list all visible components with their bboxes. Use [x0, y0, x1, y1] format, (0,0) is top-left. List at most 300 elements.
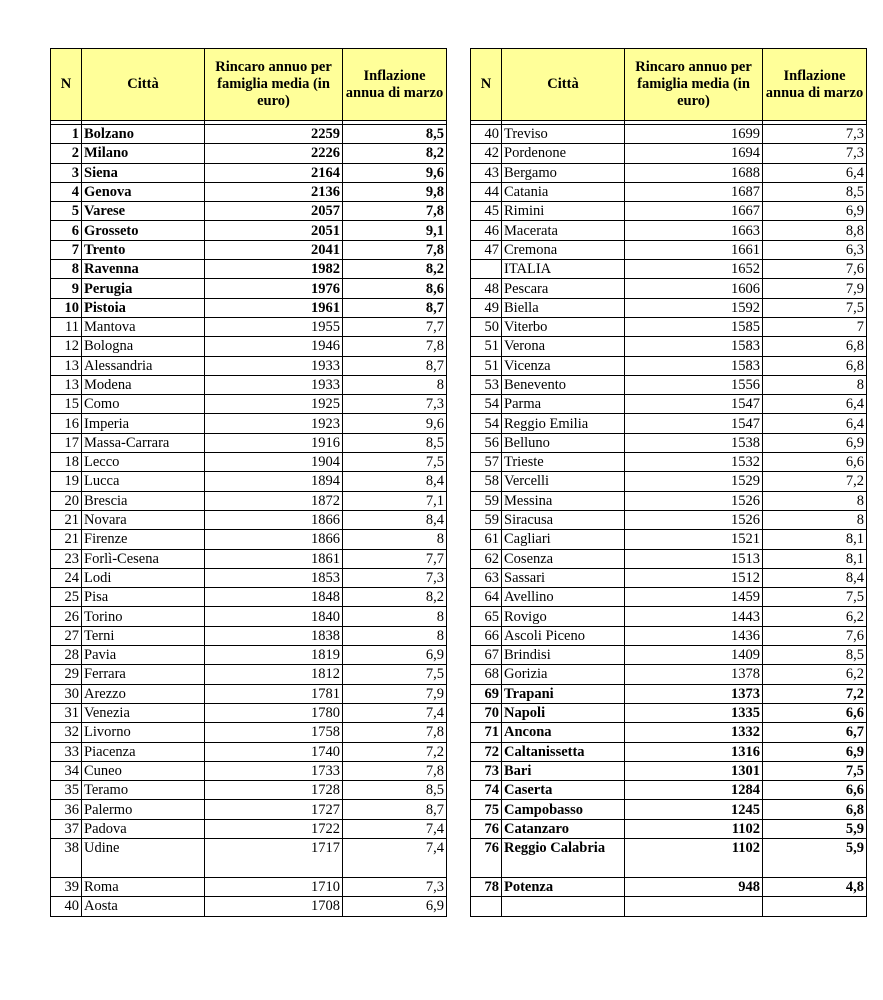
city-cell: Firenze — [82, 530, 205, 549]
city-cell: Reggio Calabria — [502, 838, 625, 877]
city-cell: Como — [82, 395, 205, 414]
city-cell: Trapani — [502, 684, 625, 703]
table-row — [51, 897, 447, 916]
city-cell: Cremona — [502, 240, 625, 259]
rincaro-cell: 1661 — [625, 240, 763, 259]
city-cell: Ancona — [502, 723, 625, 742]
rank-cell: 35 — [51, 781, 82, 800]
city-cell: Varese — [82, 202, 205, 221]
rank-cell: 30 — [51, 684, 82, 703]
inflazione-cell: 6,6 — [763, 781, 867, 800]
rincaro-cell: 1688 — [625, 163, 763, 182]
rank-cell: 48 — [471, 279, 502, 298]
rank-cell: 19 — [51, 472, 82, 491]
rank-cell: 24 — [51, 568, 82, 587]
city-cell: Pistoia — [82, 298, 205, 317]
rincaro-cell: 1982 — [205, 260, 343, 279]
rank-cell: 29 — [51, 665, 82, 684]
city-cell: Aosta — [82, 897, 205, 916]
table-row — [471, 588, 867, 607]
city-cell: Genova — [82, 182, 205, 201]
inflazione-cell: 7,9 — [343, 684, 447, 703]
rank-cell: 6 — [51, 221, 82, 240]
rank-cell: 57 — [471, 453, 502, 472]
inflazione-cell: 7,9 — [763, 279, 867, 298]
city-cell: Piacenza — [82, 742, 205, 761]
inflazione-cell: 8 — [343, 607, 447, 626]
inflazione-cell: 7,7 — [343, 549, 447, 568]
rincaro-cell: 1335 — [625, 703, 763, 722]
rincaro-cell: 1708 — [205, 897, 343, 916]
city-cell: Forlì-Cesena — [82, 549, 205, 568]
table-row — [471, 530, 867, 549]
inflazione-cell: 6,9 — [763, 433, 867, 452]
table-row — [51, 684, 447, 703]
city-cell: Vicenza — [502, 356, 625, 375]
city-cell: Pavia — [82, 646, 205, 665]
rank-cell: 23 — [51, 549, 82, 568]
rincaro-cell: 1332 — [625, 723, 763, 742]
inflazione-cell: 8,1 — [763, 530, 867, 549]
table-row — [471, 781, 867, 800]
table-row — [51, 491, 447, 510]
city-cell: Ascoli Piceno — [502, 626, 625, 645]
header-row — [471, 49, 867, 121]
table-row — [51, 298, 447, 317]
header-n: N — [471, 49, 502, 121]
rank-cell — [471, 897, 502, 916]
inflazione-cell: 6,9 — [343, 646, 447, 665]
rincaro-cell: 1717 — [205, 838, 343, 877]
table-row — [471, 395, 867, 414]
inflazione-cell: 9,8 — [343, 182, 447, 201]
rank-cell: 8 — [51, 260, 82, 279]
inflazione-cell: 6,3 — [763, 240, 867, 259]
city-cell: Venezia — [82, 703, 205, 722]
rincaro-cell: 2051 — [205, 221, 343, 240]
inflazione-cell: 7,5 — [343, 453, 447, 472]
rincaro-cell: 1606 — [625, 279, 763, 298]
rank-cell: 51 — [471, 337, 502, 356]
rank-cell: 50 — [471, 317, 502, 336]
table-row — [51, 395, 447, 414]
city-cell: Caserta — [502, 781, 625, 800]
rank-cell: 36 — [51, 800, 82, 819]
rincaro-cell: 1102 — [625, 819, 763, 838]
table-row — [51, 568, 447, 587]
inflazione-cell: 9,6 — [343, 414, 447, 433]
rincaro-cell: 1529 — [625, 472, 763, 491]
rank-cell: 63 — [471, 568, 502, 587]
rincaro-cell: 1409 — [625, 646, 763, 665]
rank-cell: 5 — [51, 202, 82, 221]
inflazione-cell: 8,7 — [343, 356, 447, 375]
inflazione-cell: 8,5 — [343, 433, 447, 452]
rank-cell: 76 — [471, 819, 502, 838]
inflazione-cell: 8,5 — [763, 182, 867, 201]
inflazione-cell: 7,8 — [343, 240, 447, 259]
city-cell: Bari — [502, 761, 625, 780]
city-cell: Brescia — [82, 491, 205, 510]
rincaro-cell: 2164 — [205, 163, 343, 182]
rank-cell: 12 — [51, 337, 82, 356]
rincaro-cell: 1585 — [625, 317, 763, 336]
table-row — [471, 568, 867, 587]
table-row — [51, 703, 447, 722]
inflazione-cell: 6,8 — [763, 800, 867, 819]
rank-cell: 67 — [471, 646, 502, 665]
city-cell: Teramo — [82, 781, 205, 800]
city-cell: Mantova — [82, 317, 205, 336]
city-cell: Cosenza — [502, 549, 625, 568]
header-row — [51, 49, 447, 121]
table-row — [51, 260, 447, 279]
rincaro-cell: 1872 — [205, 491, 343, 510]
rincaro-cell: 1840 — [205, 607, 343, 626]
inflazione-cell: 7 — [763, 317, 867, 336]
table-row — [51, 202, 447, 221]
rank-cell: 74 — [471, 781, 502, 800]
rank-cell: 61 — [471, 530, 502, 549]
table-row — [51, 607, 447, 626]
rank-cell: 72 — [471, 742, 502, 761]
rank-cell: 65 — [471, 607, 502, 626]
rank-cell: 70 — [471, 703, 502, 722]
inflazione-cell: 6,2 — [763, 607, 867, 626]
rank-cell: 59 — [471, 491, 502, 510]
rincaro-cell: 1812 — [205, 665, 343, 684]
rincaro-cell: 1848 — [205, 588, 343, 607]
table-row — [471, 665, 867, 684]
city-cell: Catania — [502, 182, 625, 201]
city-cell: Udine — [82, 838, 205, 877]
table-row — [471, 182, 867, 201]
rincaro-cell: 1284 — [625, 781, 763, 800]
rank-cell — [471, 260, 502, 279]
inflazione-cell: 6,8 — [763, 356, 867, 375]
table-row — [471, 703, 867, 722]
inflazione-cell: 8,7 — [343, 298, 447, 317]
city-cell: Siracusa — [502, 510, 625, 529]
inflazione-cell: 6,6 — [763, 453, 867, 472]
inflazione-cell: 7,5 — [763, 761, 867, 780]
rincaro-cell: 1301 — [625, 761, 763, 780]
rincaro-cell: 1961 — [205, 298, 343, 317]
rank-cell: 3 — [51, 163, 82, 182]
rincaro-cell: 948 — [625, 877, 763, 896]
city-cell: Macerata — [502, 221, 625, 240]
header-city: Città — [502, 49, 625, 121]
city-cell: Perugia — [82, 279, 205, 298]
table-row — [471, 491, 867, 510]
rincaro-cell: 1727 — [205, 800, 343, 819]
table-row — [51, 838, 447, 877]
rank-cell: 38 — [51, 838, 82, 877]
inflazione-cell: 6,6 — [763, 703, 867, 722]
rank-cell: 2 — [51, 144, 82, 163]
inflazione-cell: 8,4 — [343, 510, 447, 529]
table-row — [471, 453, 867, 472]
table-row — [51, 723, 447, 742]
table-row — [51, 221, 447, 240]
table-row — [51, 530, 447, 549]
table-row — [471, 723, 867, 742]
rincaro-cell: 1819 — [205, 646, 343, 665]
ranking-table-left — [50, 48, 447, 917]
table-row — [471, 607, 867, 626]
rank-cell: 73 — [471, 761, 502, 780]
table-row — [51, 240, 447, 259]
table-row — [51, 317, 447, 336]
rank-cell: 7 — [51, 240, 82, 259]
rincaro-cell: 1923 — [205, 414, 343, 433]
inflazione-cell: 8 — [343, 375, 447, 394]
rank-cell: 53 — [471, 375, 502, 394]
city-cell: Lodi — [82, 568, 205, 587]
rank-cell: 15 — [51, 395, 82, 414]
rincaro-cell: 2226 — [205, 144, 343, 163]
inflazione-cell: 5,9 — [763, 838, 867, 877]
city-cell: Ravenna — [82, 260, 205, 279]
rank-cell: 45 — [471, 202, 502, 221]
inflazione-cell: 6,9 — [343, 897, 447, 916]
table-row — [471, 742, 867, 761]
city-cell: Arezzo — [82, 684, 205, 703]
header-rincaro: Rincaro annuo per famiglia media (in euro) — [205, 49, 343, 121]
city-cell: Pisa — [82, 588, 205, 607]
table-row — [51, 375, 447, 394]
rank-cell: 43 — [471, 163, 502, 182]
rincaro-cell: 1933 — [205, 356, 343, 375]
rincaro-cell: 1904 — [205, 453, 343, 472]
rincaro-cell: 1780 — [205, 703, 343, 722]
rincaro-cell: 1946 — [205, 337, 343, 356]
table-row — [471, 260, 867, 279]
rincaro-cell: 1933 — [205, 375, 343, 394]
table-row — [471, 163, 867, 182]
rank-cell: 34 — [51, 761, 82, 780]
rincaro-cell: 2057 — [205, 202, 343, 221]
city-cell: Lucca — [82, 472, 205, 491]
header-inflazione: Inflazione annua di marzo — [763, 49, 867, 121]
city-cell — [502, 897, 625, 916]
table-row — [51, 163, 447, 182]
rincaro-cell: 1722 — [205, 819, 343, 838]
rank-cell: 1 — [51, 125, 82, 144]
rincaro-cell: 1436 — [625, 626, 763, 645]
inflazione-cell: 7,4 — [343, 703, 447, 722]
inflazione-cell: 6,8 — [763, 337, 867, 356]
table-row — [471, 240, 867, 259]
inflazione-cell: 7,7 — [343, 317, 447, 336]
table-row — [51, 877, 447, 896]
rincaro-cell: 1663 — [625, 221, 763, 240]
inflazione-cell: 7,8 — [343, 202, 447, 221]
table-row — [471, 221, 867, 240]
rincaro-cell: 2259 — [205, 125, 343, 144]
city-cell: Trieste — [502, 453, 625, 472]
rincaro-cell: 1526 — [625, 491, 763, 510]
rank-cell: 11 — [51, 317, 82, 336]
city-cell: Biella — [502, 298, 625, 317]
rincaro-cell: 1583 — [625, 337, 763, 356]
rincaro-cell: 1925 — [205, 395, 343, 414]
table-row — [471, 626, 867, 645]
city-cell: Trento — [82, 240, 205, 259]
rincaro-cell: 2136 — [205, 182, 343, 201]
rincaro-cell: 1556 — [625, 375, 763, 394]
rank-cell: 44 — [471, 182, 502, 201]
rank-cell: 10 — [51, 298, 82, 317]
inflazione-cell: 7,2 — [343, 742, 447, 761]
inflazione-cell: 8 — [763, 491, 867, 510]
table-row — [51, 819, 447, 838]
city-cell: Novara — [82, 510, 205, 529]
rincaro-cell: 1459 — [625, 588, 763, 607]
rincaro-cell: 1853 — [205, 568, 343, 587]
rincaro-cell: 1521 — [625, 530, 763, 549]
inflazione-cell: 7,3 — [763, 144, 867, 163]
inflazione-cell: 8,2 — [343, 260, 447, 279]
table-row — [51, 414, 447, 433]
rincaro-cell: 1538 — [625, 433, 763, 452]
city-cell: Grosseto — [82, 221, 205, 240]
rank-cell: 32 — [51, 723, 82, 742]
rank-cell: 13 — [51, 375, 82, 394]
inflazione-cell: 7,5 — [343, 665, 447, 684]
city-cell: Palermo — [82, 800, 205, 819]
city-cell: Livorno — [82, 723, 205, 742]
rank-cell: 69 — [471, 684, 502, 703]
city-cell: Sassari — [502, 568, 625, 587]
inflazione-cell: 7,8 — [343, 337, 447, 356]
table-row — [471, 317, 867, 336]
inflazione-cell: 8,1 — [763, 549, 867, 568]
table-row — [51, 337, 447, 356]
rank-cell: 20 — [51, 491, 82, 510]
inflazione-cell: 8,2 — [343, 588, 447, 607]
rincaro-cell: 1547 — [625, 395, 763, 414]
inflazione-cell: 8 — [343, 530, 447, 549]
inflazione-cell: 5,9 — [763, 819, 867, 838]
inflazione-cell: 6,9 — [763, 742, 867, 761]
table-row — [51, 472, 447, 491]
rank-cell: 56 — [471, 433, 502, 452]
table-row — [51, 665, 447, 684]
inflazione-cell: 8,2 — [343, 144, 447, 163]
rank-cell: 47 — [471, 240, 502, 259]
rincaro-cell: 1526 — [625, 510, 763, 529]
table-row — [51, 453, 447, 472]
rincaro-cell: 1728 — [205, 781, 343, 800]
city-cell: Parma — [502, 395, 625, 414]
table-row — [471, 279, 867, 298]
ranking-table-right — [470, 48, 867, 917]
rank-cell: 51 — [471, 356, 502, 375]
rank-cell: 39 — [51, 877, 82, 896]
rincaro-cell: 1866 — [205, 530, 343, 549]
rank-cell: 31 — [51, 703, 82, 722]
city-cell: Milano — [82, 144, 205, 163]
city-cell: Roma — [82, 877, 205, 896]
rincaro-cell: 1547 — [625, 414, 763, 433]
inflazione-cell: 7,5 — [763, 298, 867, 317]
inflazione-cell — [763, 897, 867, 916]
rincaro-cell: 1373 — [625, 684, 763, 703]
inflazione-cell: 8 — [763, 375, 867, 394]
rincaro-cell — [625, 897, 763, 916]
table-body-right — [471, 125, 867, 917]
rank-cell: 33 — [51, 742, 82, 761]
inflazione-cell: 7,2 — [763, 472, 867, 491]
inflazione-cell: 8,4 — [343, 472, 447, 491]
table-row — [471, 433, 867, 452]
inflazione-cell: 8,5 — [763, 646, 867, 665]
rank-cell: 21 — [51, 510, 82, 529]
rank-cell: 62 — [471, 549, 502, 568]
table-row — [51, 549, 447, 568]
rank-cell: 25 — [51, 588, 82, 607]
table-row — [51, 646, 447, 665]
city-cell: Cuneo — [82, 761, 205, 780]
header-inflazione: Inflazione annua di marzo — [343, 49, 447, 121]
table-row — [471, 549, 867, 568]
city-cell: Bologna — [82, 337, 205, 356]
rank-cell: 66 — [471, 626, 502, 645]
city-cell: Torino — [82, 607, 205, 626]
rincaro-cell: 1955 — [205, 317, 343, 336]
rincaro-cell: 1976 — [205, 279, 343, 298]
city-cell: Cagliari — [502, 530, 625, 549]
table-row — [51, 626, 447, 645]
table-row — [51, 800, 447, 819]
city-cell: Napoli — [502, 703, 625, 722]
table-row — [51, 356, 447, 375]
city-cell: Viterbo — [502, 317, 625, 336]
city-cell: Massa-Carrara — [82, 433, 205, 452]
inflazione-cell: 6,9 — [763, 202, 867, 221]
table-row — [471, 356, 867, 375]
table-row — [471, 838, 867, 877]
table-row — [51, 125, 447, 144]
rank-cell: 76 — [471, 838, 502, 877]
table-row — [471, 510, 867, 529]
inflazione-cell: 7,5 — [763, 588, 867, 607]
header-rincaro: Rincaro annuo per famiglia media (in euro) — [625, 49, 763, 121]
inflazione-cell: 6,4 — [763, 414, 867, 433]
inflazione-cell: 7,6 — [763, 260, 867, 279]
table-row — [51, 510, 447, 529]
rincaro-cell: 1758 — [205, 723, 343, 742]
rank-cell: 68 — [471, 665, 502, 684]
table-row — [471, 761, 867, 780]
city-cell: Alessandria — [82, 356, 205, 375]
rincaro-cell: 1866 — [205, 510, 343, 529]
rank-cell: 37 — [51, 819, 82, 838]
table-row — [51, 761, 447, 780]
city-cell: Rovigo — [502, 607, 625, 626]
table-row — [471, 472, 867, 491]
inflazione-cell: 7,2 — [763, 684, 867, 703]
inflazione-cell: 7,3 — [343, 395, 447, 414]
inflazione-cell: 8 — [763, 510, 867, 529]
inflazione-cell: 6,2 — [763, 665, 867, 684]
inflazione-cell: 6,4 — [763, 163, 867, 182]
rank-cell: 75 — [471, 800, 502, 819]
header-n: N — [51, 49, 82, 121]
rincaro-cell: 2041 — [205, 240, 343, 259]
rincaro-cell: 1378 — [625, 665, 763, 684]
